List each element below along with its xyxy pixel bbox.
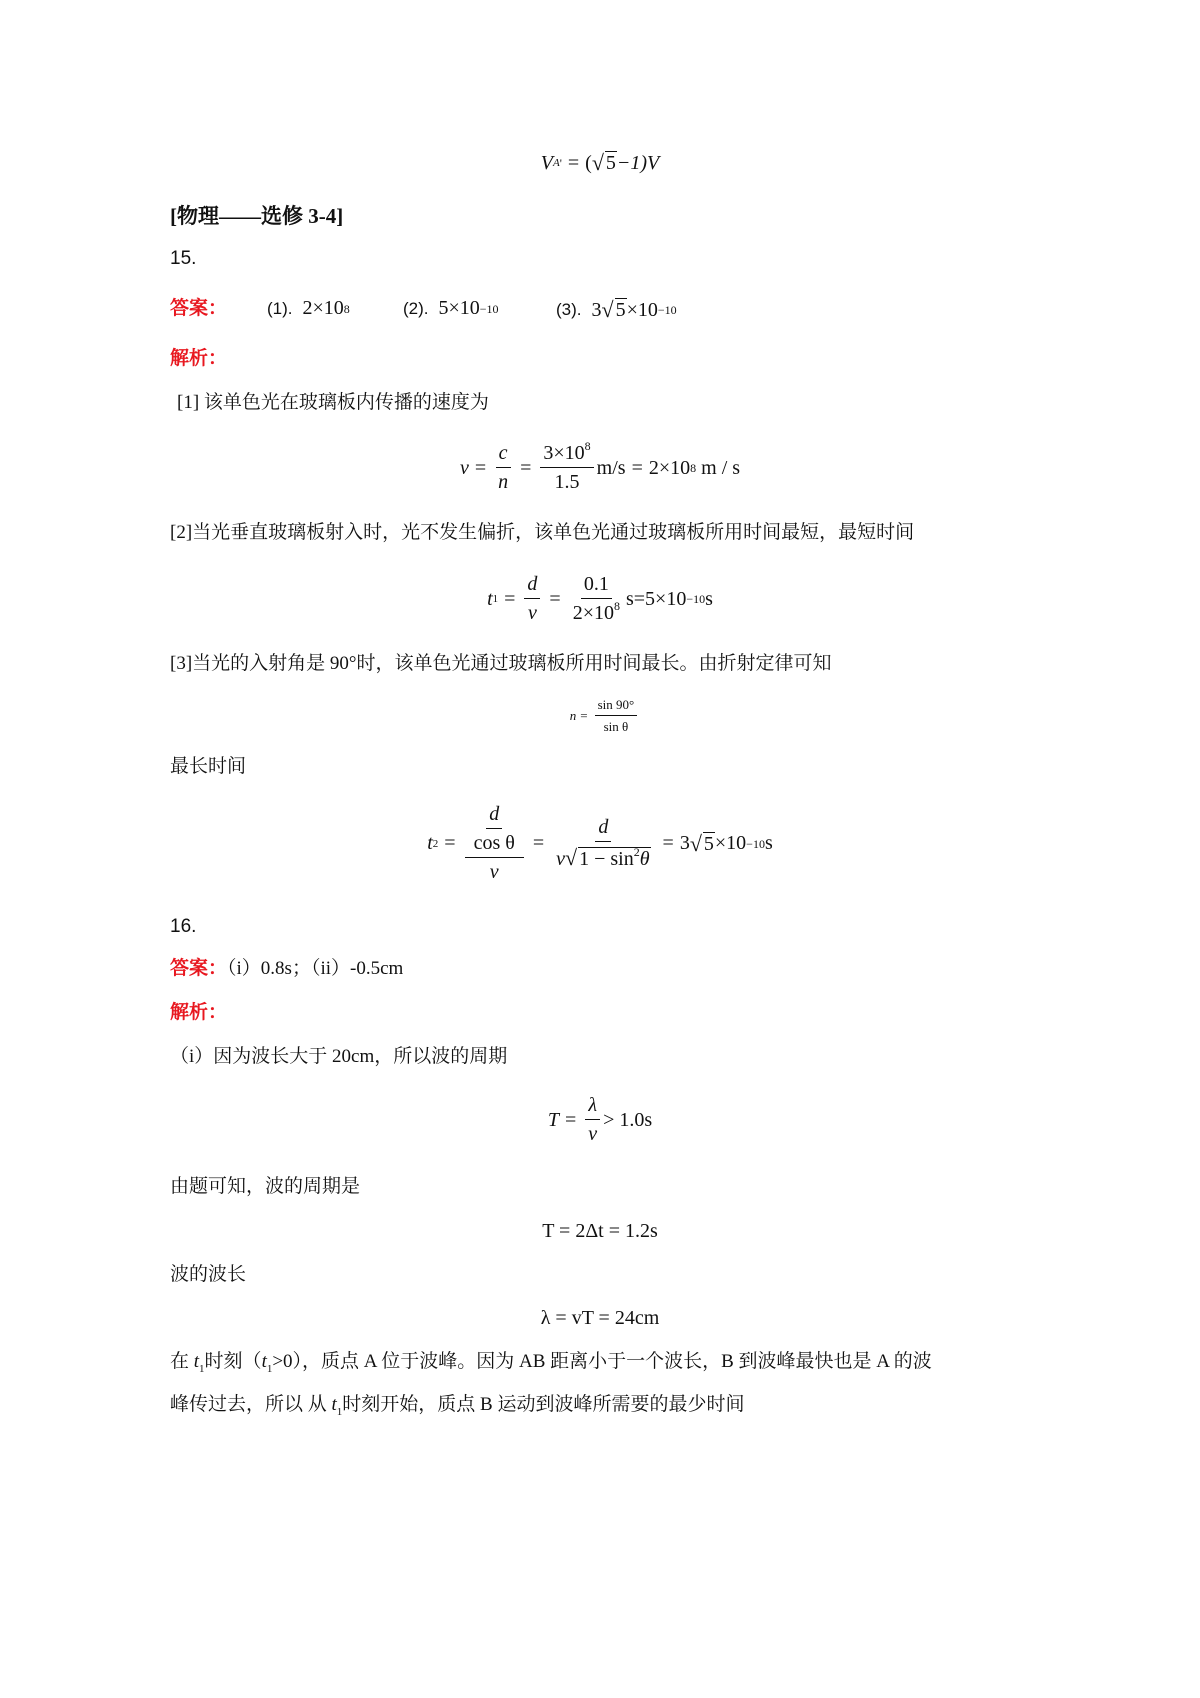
q16-answer-label: 答案： [170, 958, 228, 979]
q15-answer-3: (3). 3 √ 5 ×10 −10 [556, 297, 677, 322]
question-15-number: 15. [170, 248, 197, 269]
q16-paragraph-1: （i）因为波长大于 20cm，所以波的周期 [170, 1046, 508, 1067]
q15-paragraph-1: [1] 该单色光在玻璃板内传播的速度为 [177, 392, 489, 413]
q15-equation-3: n = $\frac{\sin 90^\circ}{\text{sin θ}}$ [0, 697, 1200, 735]
q16-paragraph-4: 在 $t_1$时刻$(t_1>0)$，质点 A 位于波峰。因为 AB 距离小于一个波长，B 到波峰最快也是 A 的波 [170, 1351, 932, 1375]
q16-equation-2: T = 2Δt = 1.2s [542, 1220, 658, 1242]
q15-equation-4: t 2 = $\frac{\frac{d}{\text{cos θ}}}{v}$ = $\frac{d}{v√ 1 - \sin^2\theta}$ = 3 √ 5 ×10 −10 s [427, 803, 773, 883]
q16-answer-line [170, 958, 403, 980]
q16-paragraph-2: 由题可知，波的周期是 [170, 1176, 361, 1197]
section-title: [物理——选修 3-4] [170, 204, 344, 228]
question-16-number: 16. [170, 916, 197, 937]
q16-paragraph-5: 峰传过去，所以 从 $t_1$时刻开始，质点 B 运动到波峰所需要的最少时间 [170, 1394, 745, 1418]
q15-paragraph-4: 最长时间 [170, 756, 247, 777]
q16-answer-text: （i）0.8s；（ii）-0.5cm [227, 958, 404, 979]
q15-paragraph-2: [2]当光垂直玻璃板射入时，光不发生偏折，该单色光通过玻璃板所用时间最短，最短时间 [170, 522, 915, 543]
top-equation: V A ' = ( √ 5 −1)V [540, 150, 660, 175]
q15-answer-line [170, 298, 227, 320]
q15-answer-2: (2). 5×10 −10 [403, 297, 499, 319]
q15-equation-1: v = $\frac{c}{n}$ = $\frac{3\times 10^8}{1.5}$ m/s = 2×10 8 m / s [459, 439, 741, 493]
q16-paragraph-3: 波的波长 [170, 1264, 247, 1285]
q15-equation-2: t 1 = $\frac{d}{v}$ = $\frac{0.1}{2\times 10^8}$ s=5×10 −10 s [487, 573, 713, 624]
q15-paragraph-3: [3]当光的入射角是 90°时，该单色光通过玻璃板所用时间最长。由折射定律可知 [170, 653, 832, 674]
q15-answer-label: 答案： [170, 298, 228, 319]
q16-equation-1: T = $\frac{\lambda}{v}$ > 1.0s [547, 1094, 653, 1145]
q16-analysis-label: 解析： [170, 1002, 228, 1023]
q15-answer-1: (1). 2×10 8 [267, 297, 350, 319]
q16-equation-3: λ = vT = 24cm [540, 1307, 660, 1329]
q15-analysis-label: 解析： [170, 348, 228, 369]
